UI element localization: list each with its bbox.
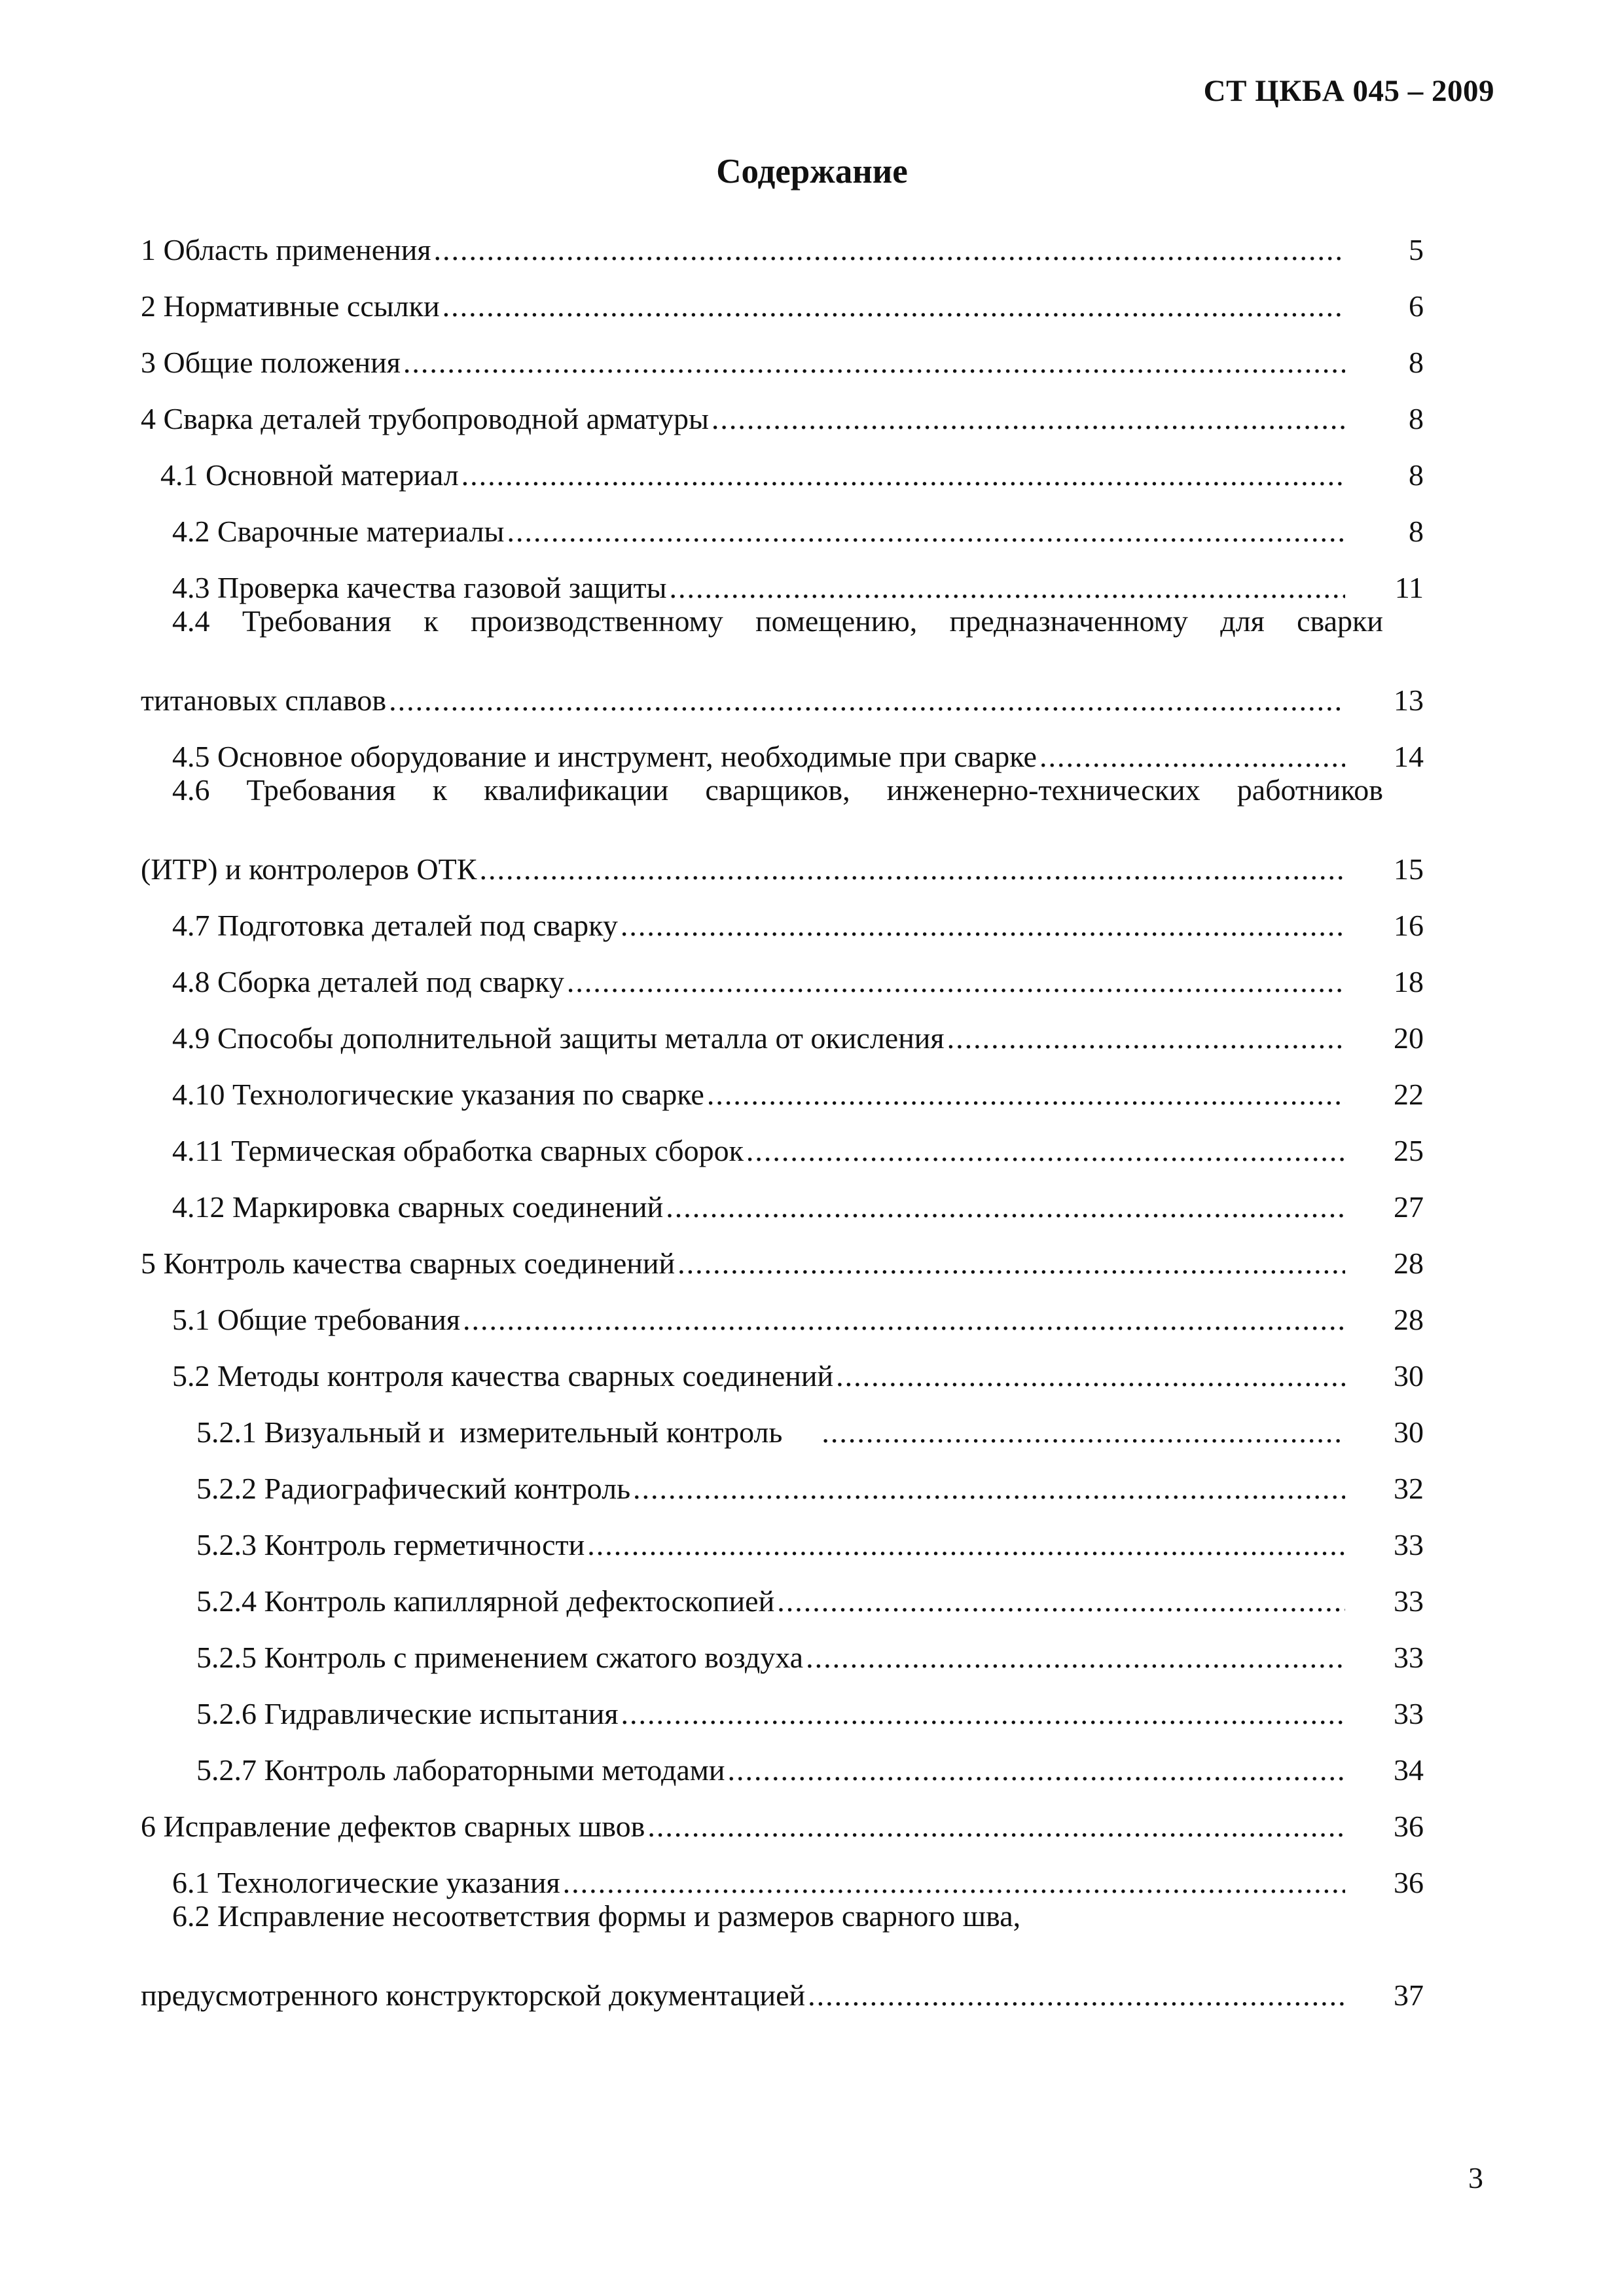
dot-leader [507, 515, 1345, 549]
toc-entry[interactable] [141, 1449, 1424, 1506]
toc-entry[interactable] [141, 1112, 1424, 1168]
toc-entry-page: 14 [1394, 740, 1424, 774]
toc-entry-title: 3 Общие положения [141, 346, 401, 380]
toc-entry-page: 8 [1409, 458, 1424, 492]
toc-entry[interactable] [141, 943, 1424, 999]
toc-entry-page: 37 [1394, 1978, 1424, 2013]
toc-entry[interactable] [141, 1393, 1424, 1449]
toc-entry[interactable] [141, 267, 1424, 323]
toc-entry-page: 36 [1394, 1866, 1424, 1900]
dot-leader [821, 1416, 1345, 1449]
toc-heading: Содержание [716, 153, 908, 191]
toc-entry[interactable] [141, 718, 1424, 774]
toc-entry-title: 5.2.2 Радиографический контроль [196, 1472, 631, 1506]
toc-entry-title: 5 Контроль качества сварных соединений [141, 1247, 676, 1281]
toc-entry-title-cont: титановых сплавов [141, 683, 387, 718]
dot-leader [777, 1585, 1345, 1618]
dot-leader [666, 1191, 1345, 1224]
toc-entry-page: 8 [1409, 346, 1424, 380]
document-code: СТ ЦКБА 045 – 2009 [1203, 74, 1494, 108]
toc-entry[interactable] [141, 1281, 1424, 1337]
toc-entry-page: 25 [1394, 1134, 1424, 1168]
toc-entry-title: 5.2.3 Контроль герметичности [196, 1528, 585, 1562]
toc-entry-page: 15 [1394, 852, 1424, 886]
dot-leader [389, 684, 1345, 718]
dot-leader [442, 290, 1345, 323]
dot-leader [707, 1078, 1345, 1112]
dot-leader [1039, 740, 1345, 774]
toc-entry-line1[interactable] [141, 605, 1424, 661]
toc-entry[interactable] [141, 999, 1424, 1055]
dot-leader [621, 1698, 1346, 1731]
toc-entry-title: 1 Область применения [141, 233, 431, 267]
toc-entry-page: 33 [1394, 1528, 1424, 1562]
toc-entry[interactable] [141, 1844, 1424, 1900]
dot-leader [621, 909, 1345, 943]
toc-entry-title: 4.6 Требования к квалификации сварщиков, инженерно-технических работников [172, 773, 1383, 807]
toc-entry-title: 4.2 Сварочные материалы [172, 515, 505, 549]
toc-entry-page: 16 [1394, 909, 1424, 943]
toc-entry-page: 33 [1394, 1584, 1424, 1618]
dot-leader [677, 1247, 1345, 1281]
toc-entry-page: 34 [1394, 1753, 1424, 1787]
toc-entry-title: 4.11 Термическая обработка сварных сборок [172, 1134, 744, 1168]
dot-leader [728, 1754, 1346, 1787]
toc-entry[interactable] [141, 1618, 1424, 1675]
toc-entry[interactable] [141, 1562, 1424, 1618]
toc-entry-page: 32 [1394, 1472, 1424, 1506]
toc-entry[interactable] [141, 1731, 1424, 1787]
dot-leader [434, 234, 1345, 267]
dot-leader [463, 1303, 1345, 1337]
dot-leader [587, 1529, 1345, 1562]
toc-entry-page: 6 [1409, 289, 1424, 323]
toc-entry[interactable] [141, 1787, 1424, 1844]
toc-entry-page: 28 [1394, 1303, 1424, 1337]
toc-entry-line1[interactable] [141, 774, 1424, 830]
toc-entry-title: 5.2.1 Визуальный и измерительный контроль [196, 1415, 783, 1449]
dot-leader [712, 403, 1345, 436]
toc-entry-page: 22 [1394, 1078, 1424, 1112]
toc-entry[interactable] [141, 886, 1424, 943]
toc-entry-title: 5.2.5 Контроль с применением сжатого воздуха [196, 1641, 804, 1675]
toc-entry[interactable] [141, 1224, 1424, 1281]
toc-entry-title: 4.12 Маркировка сварных соединений [172, 1190, 664, 1224]
dot-leader [808, 1979, 1345, 2013]
toc-entry[interactable] [141, 1168, 1424, 1224]
toc-entry-title: 6 Исправление дефектов сварных швов [141, 1810, 645, 1844]
toc-entry-page: 8 [1409, 515, 1424, 549]
toc-entry-title: 4 Сварка деталей трубопроводной арматуры [141, 402, 709, 436]
toc-entry-page: 18 [1394, 965, 1424, 999]
toc-entry-title: 6.2 Исправление несоответствия формы и размеров сварного шва, [172, 1899, 1021, 1933]
dot-leader [461, 459, 1345, 492]
toc-entry-page: 36 [1394, 1810, 1424, 1844]
toc-entry-page: 33 [1394, 1697, 1424, 1731]
toc-entry-title: 2 Нормативные ссылки [141, 289, 440, 323]
toc-entry-page: 33 [1394, 1641, 1424, 1675]
toc-entry-title: 4.7 Подготовка деталей под сварку [172, 909, 618, 943]
toc-entry-title: 4.5 Основное оборудование и инструмент, необходимые при сварке [172, 740, 1037, 774]
toc-entry-title: 5.1 Общие требования [172, 1303, 460, 1337]
toc-entry[interactable] [141, 830, 1424, 886]
dot-leader [647, 1810, 1345, 1844]
toc-entry[interactable] [141, 1337, 1424, 1393]
toc-entry-title: 5.2.4 Контроль капиллярной дефектоскопией [196, 1584, 775, 1618]
toc-entry-page: 30 [1394, 1415, 1424, 1449]
dot-leader [567, 966, 1345, 999]
toc-entry-page: 8 [1409, 402, 1424, 436]
dot-leader [633, 1472, 1345, 1506]
toc-entry[interactable] [141, 211, 1424, 267]
toc-entry-title: 4.3 Проверка качества газовой защиты [172, 571, 667, 605]
toc-entry-page: 27 [1394, 1190, 1424, 1224]
toc-entry[interactable] [141, 549, 1424, 605]
toc-entry[interactable] [141, 1956, 1424, 2013]
toc-entry-title: 5.2.6 Гидравлические испытания [196, 1697, 619, 1731]
toc-entry-page: 5 [1409, 233, 1424, 267]
toc-entry[interactable] [141, 323, 1424, 380]
toc-entry-page: 28 [1394, 1247, 1424, 1281]
dot-leader [947, 1022, 1345, 1055]
toc-entry-title: 4.8 Сборка деталей под сварку [172, 965, 564, 999]
toc-entry-title: 5.2 Методы контроля качества сварных соединений [172, 1359, 834, 1393]
toc-entry-page: 11 [1394, 571, 1424, 605]
toc-entry-title: 4.10 Технологические указания по сварке [172, 1078, 704, 1112]
toc-entry-page: 20 [1394, 1021, 1424, 1055]
toc-entry-title: 4.9 Способы дополнительной защиты металла от окисления [172, 1021, 945, 1055]
toc-entry[interactable] [141, 1055, 1424, 1112]
toc-entry[interactable] [141, 1506, 1424, 1562]
dot-leader [403, 346, 1345, 380]
toc-entry-title: 6.1 Технологические указания [172, 1866, 560, 1900]
toc-entry-title: 4.1 Основной материал [160, 458, 459, 492]
toc-entry-title-cont: (ИТР) и контролеров ОТК [141, 852, 477, 886]
dot-leader [806, 1641, 1345, 1675]
toc-entry-page: 30 [1394, 1359, 1424, 1393]
toc-entry[interactable] [141, 661, 1424, 718]
dot-leader [746, 1135, 1345, 1168]
toc-entry[interactable] [141, 1675, 1424, 1731]
toc-entry-title: 4.4 Требования к производственному помещению, предназначенному для сварки [172, 604, 1383, 638]
dot-leader [836, 1360, 1345, 1393]
toc-entry[interactable] [141, 380, 1424, 436]
toc-entry-page: 13 [1394, 683, 1424, 718]
toc-entry[interactable] [141, 492, 1424, 549]
toc-entry[interactable] [141, 436, 1424, 492]
dot-leader [669, 572, 1345, 605]
toc-entry-title-cont: предусмотренного конструкторской документацией [141, 1978, 806, 2013]
toc-entry-title: 5.2.7 Контроль лабораторными методами [196, 1753, 725, 1787]
dot-leader [563, 1867, 1345, 1900]
page-number: 3 [1468, 2161, 1483, 2195]
toc-entry-line1[interactable] [141, 1900, 1424, 1956]
dot-leader [479, 853, 1345, 886]
